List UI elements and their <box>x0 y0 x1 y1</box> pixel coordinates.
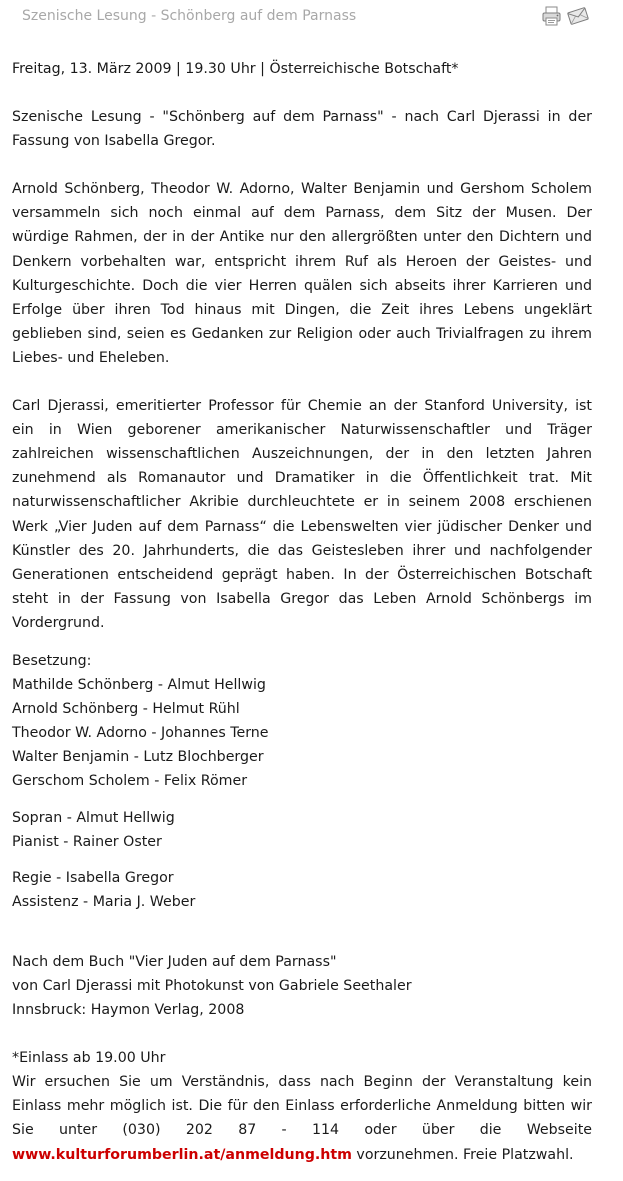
cast-role: Theodor W. Adorno - Johannes Terne <box>12 725 269 742</box>
book-line: Innsbruck: Haymon Verlag, 2008 <box>12 1002 245 1019</box>
admission-suffix: vorzunehmen. Freie Platzwahl. <box>351 1146 574 1163</box>
description-paragraph: Arnold Schönberg, Theodor W. Adorno, Walter Benjamin und Gershom Scholem versammeln sich noch einmal auf dem Parnass, dem Sitz der Musen. Der würdige Rahmen, der in der Antike nur den allergrößten unter den Dichtern und Denkern vorbehalten war, entspricht ihrem Ruf als Heroen der Geistes- und Kulturgeschichte. Doch die vier Herren quälen sich abseits ihrer Karrieren und Erfolge über ihren Tod hinaus mit Dingen, die Zeit ihres Lebens ungeklärt geblieben sind, seien es Gedanken zur Religion oder auch Trivialfragen zu ihrem Liebes- und Eheleben. <box>12 181 592 366</box>
page-header <box>0 0 623 38</box>
cast-heading: Besetzung: <box>12 652 92 669</box>
music-role: Pianist - Rainer Oster <box>12 833 162 850</box>
admission-section <box>12 1046 592 1166</box>
event-intro: Szenische Lesung - "Schönberg auf dem Parnass" - nach Carl Djerassi in der Fassung von Isabella Gregor. <box>12 109 592 150</box>
cast-role: Gerschom Scholem - Felix Römer <box>12 773 248 790</box>
direction-role: Regie - Isabella Gregor <box>12 869 174 886</box>
book-line: Nach dem Buch "Vier Juden auf dem Parnass" <box>12 953 337 970</box>
admission-title: *Einlass ab 19.00 Uhr <box>12 1050 166 1067</box>
admission-body: Wir ersuchen Sie um Verständnis, dass nach Beginn der Veranstaltung kein Einlass mehr möglich ist. Die für den Einlass erforderliche Anmeldung bitten wir Sie unter (030) 202 87 - 114 oder über die Webseite <box>12 1074 592 1139</box>
event-dateline: Freitag, 13. März 2009 | 19.30 Uhr | Österreichische Botschaft* <box>12 61 459 77</box>
book-section <box>12 950 592 1022</box>
print-icon[interactable] <box>540 4 564 28</box>
cast-role: Mathilde Schönberg - Almut Hellwig <box>12 677 266 694</box>
cast-section <box>12 649 592 794</box>
author-paragraph: Carl Djerassi, emeritierter Professor für Chemie an der Stanford University, ist ein in Wien geborener amerikanischer Naturwissenschaftler und Träger zahlreichen wissenschaftlichen Auszeichnungen, der in den letzten Jahren zunehmend als Romanautor und Dramatiker in die Öffentlichkeit trat. Mit naturwissenschaftlicher Akribie durchleuchtete er in seinem 2008 erschienen Werk „Vier Juden auf dem Parnass“ die Lebenswelten vier jüdischer Denker und Künstler des 20. Jahrhunderts, die das Geistesleben ihrer und nachfolgender Generationen entscheidend geprägt haben. In der Österreichischen Botschaft steht in der Fassung von Isabella Gregor das Leben Arnold Schönbergs im Vordergrund. <box>12 398 592 631</box>
registration-link[interactable]: www.kulturforumberlin.at/anmeldung.htm <box>12 1146 352 1163</box>
music-section <box>12 806 592 854</box>
music-role: Sopran - Almut Hellwig <box>12 809 175 826</box>
cast-role: Arnold Schönberg - Helmut Rühl <box>12 701 240 718</box>
admission-text <box>12 1070 592 1166</box>
page-title: Szenische Lesung - Schönberg auf dem Parnass <box>22 8 357 24</box>
direction-role: Assistenz - Maria J. Weber <box>12 893 196 910</box>
cast-role: Walter Benjamin - Lutz Blochberger <box>12 749 264 766</box>
direction-section <box>12 866 592 914</box>
article-body <box>12 57 592 1167</box>
email-icon[interactable] <box>566 4 590 28</box>
header-actions <box>540 4 590 28</box>
book-line: von Carl Djerassi mit Photokunst von Gabriele Seethaler <box>12 978 412 994</box>
